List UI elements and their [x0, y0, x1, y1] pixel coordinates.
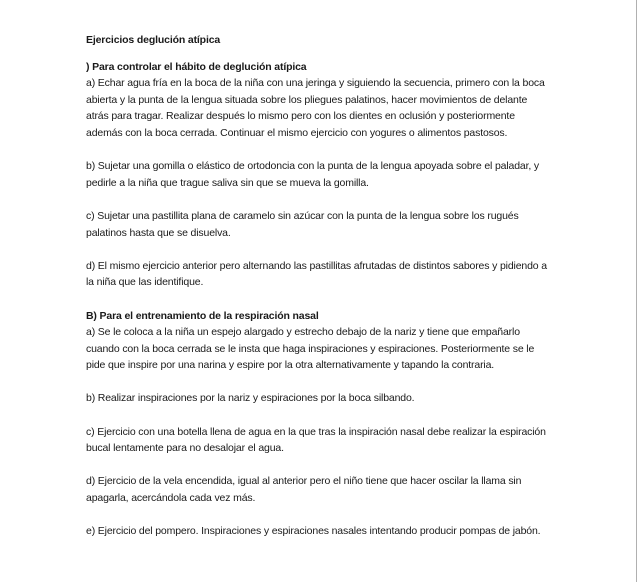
section-b-item-e: e) Ejercicio del pompero. Inspiraciones y espiraciones nasales intentando producir pompas de jabón.	[86, 525, 541, 538]
document-content	[86, 32, 548, 556]
section-b-item-d: d) Ejercicio de la vela encendida, igual al anterior pero el niño tiene que hacer oscilar la llama sin apagarla, acercándola cada vez más.	[86, 475, 522, 505]
section-b-item-a: a) Se le coloca a la niña un espejo alargado y estrecho debajo de la nariz y tiene que empañarlo cuando con la boca cerrada se le insta que haga inspiraciones y espiraciones. Posteriormente se le pide que inspire por una narina y espire por la otra alternativamente y tapando la contraria.	[86, 326, 535, 372]
section-a-item-d: d) El mismo ejercicio anterior pero alternando las pastillitas afrutadas de distintos sabores y pidiendo a la niña que las identifique.	[86, 259, 547, 289]
section-b-item-b: b) Realizar inspiraciones por la nariz y espiraciones por la boca silbando.	[86, 392, 415, 405]
section-a-item-a: a) Echar agua fría en la boca de la niña con una jeringa y siguiendo la secuencia, primero con la boca abierta y la punta de la lengua situada sobre los pliegues palatinos, hacer movimientos de delante atrás para tragar. Realizar después lo mismo pero con los dientes en oclusión y posteriormente además con la boca cerrada. Continuar el mismo ejercicio con yogures o alimentos pastosos.	[86, 77, 545, 139]
section-a-item-c: c) Sujetar una pastillita plana de caramelo sin azúcar con la punta de la lengua sobre los rugués palatinos hasta que se disuelva.	[86, 209, 519, 239]
section-b-item-c: c) Ejercicio con una botella llena de agua en la que tras la inspiración nasal debe realizar la espiración bucal lentamente para no desalojar el agua.	[86, 425, 546, 455]
section-a-heading: ) Para controlar el hábito de deglución atípica	[86, 60, 307, 73]
document-title: Ejercicios deglución atípica	[86, 34, 221, 46]
section-a-item-b: b) Sujetar una gomilla o elástico de ortodoncia con la punta de la lengua apoyada sobre el paladar, y pedirle a la niña que trague saliva sin que se mueva la gomilla.	[86, 160, 540, 189]
section-b-heading: B) Para el entrenamiento de la respiración nasal	[86, 309, 319, 322]
